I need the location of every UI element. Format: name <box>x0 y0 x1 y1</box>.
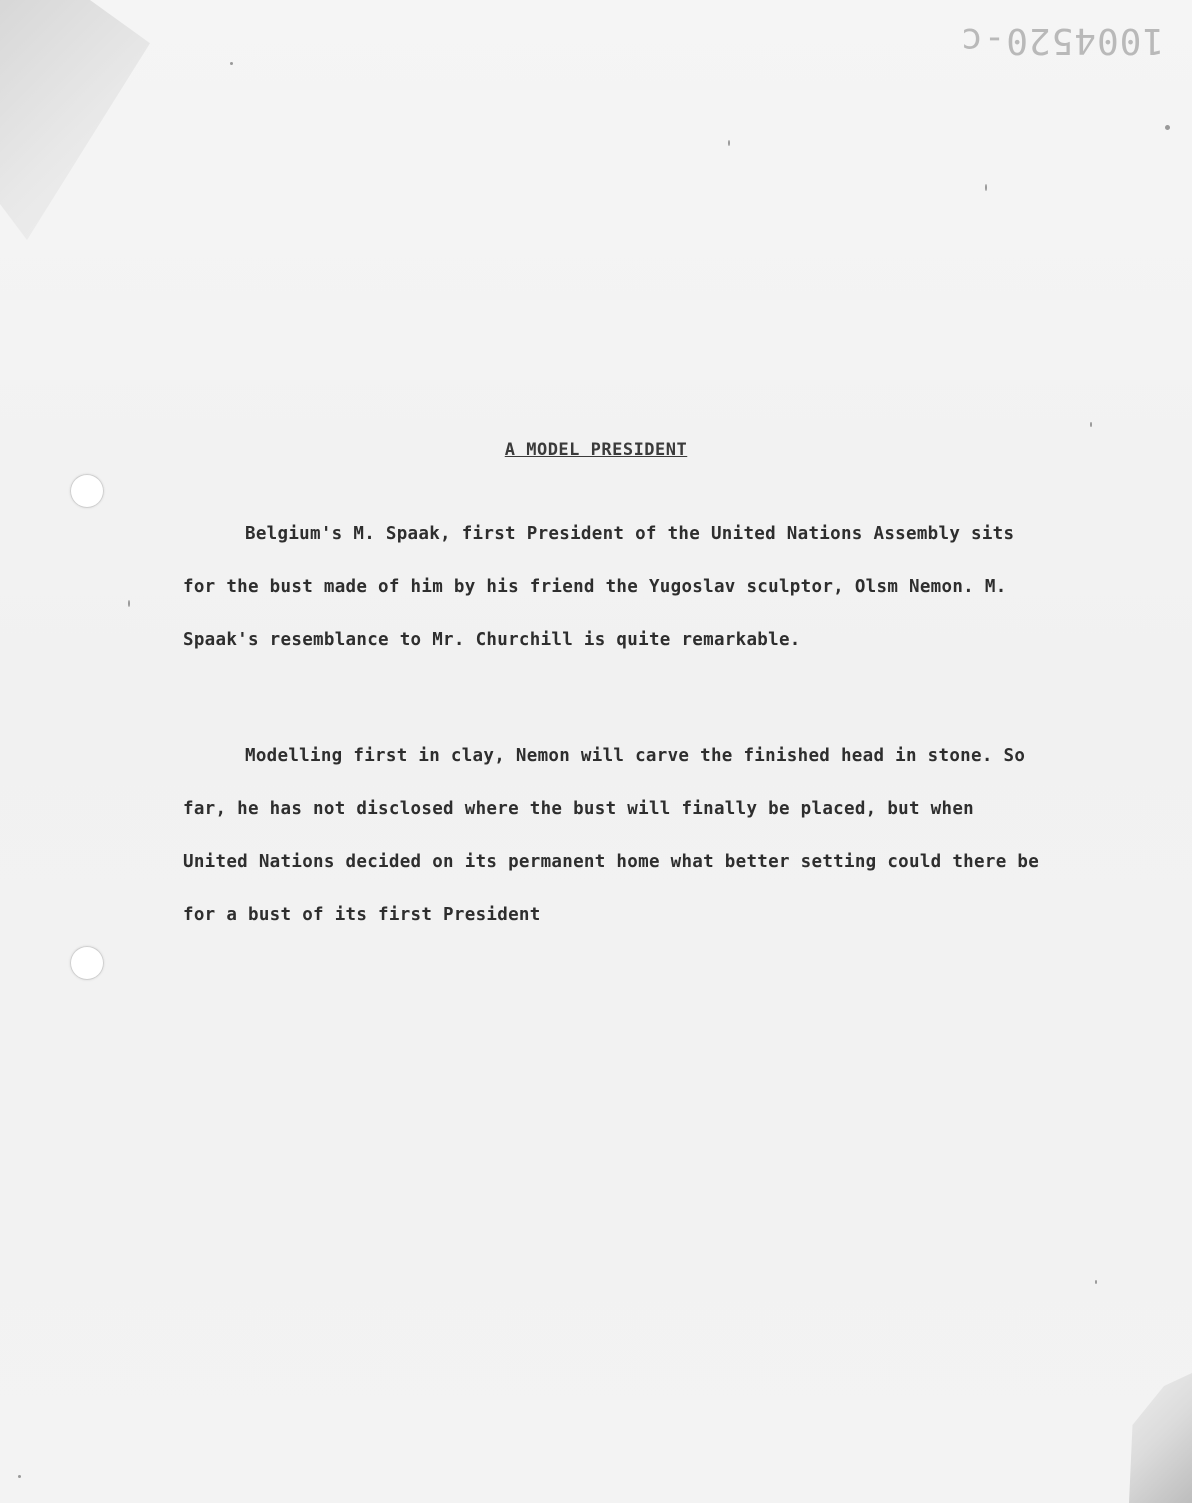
punch-hole-icon <box>70 946 104 980</box>
punch-hole-icon <box>70 474 104 508</box>
paragraph-1: Belgium's M. Spaak, first President of the United Nations Assembly sits for the bust made of him by his friend the Yugoslav sculptor, Olsm Nemon. M. Spaak's resemblance to Mr. Churchill is quite remarkable. <box>183 524 1015 650</box>
scan-speck <box>18 1475 21 1478</box>
document-title: A MODEL PRESIDENT <box>504 440 688 460</box>
scan-speck <box>230 62 233 65</box>
scan-speck <box>1090 422 1092 427</box>
paragraph-2: Modelling first in clay, Nemon will carve the finished head in stone. So far, he has not disclosed where the bust will finally be placed, but when United Nations decided on its permanent home what better setting could there be for a bust of its first President <box>183 746 1040 925</box>
scan-speck <box>1095 1280 1097 1284</box>
archive-stamp: 1004520-c <box>959 20 1164 61</box>
folded-corner-bottom-right <box>1122 1373 1192 1503</box>
scan-speck <box>128 600 130 607</box>
folded-corner-top-left <box>0 0 150 240</box>
scan-speck <box>728 140 730 146</box>
scan-speck <box>1165 125 1170 130</box>
scan-speck <box>985 184 987 191</box>
